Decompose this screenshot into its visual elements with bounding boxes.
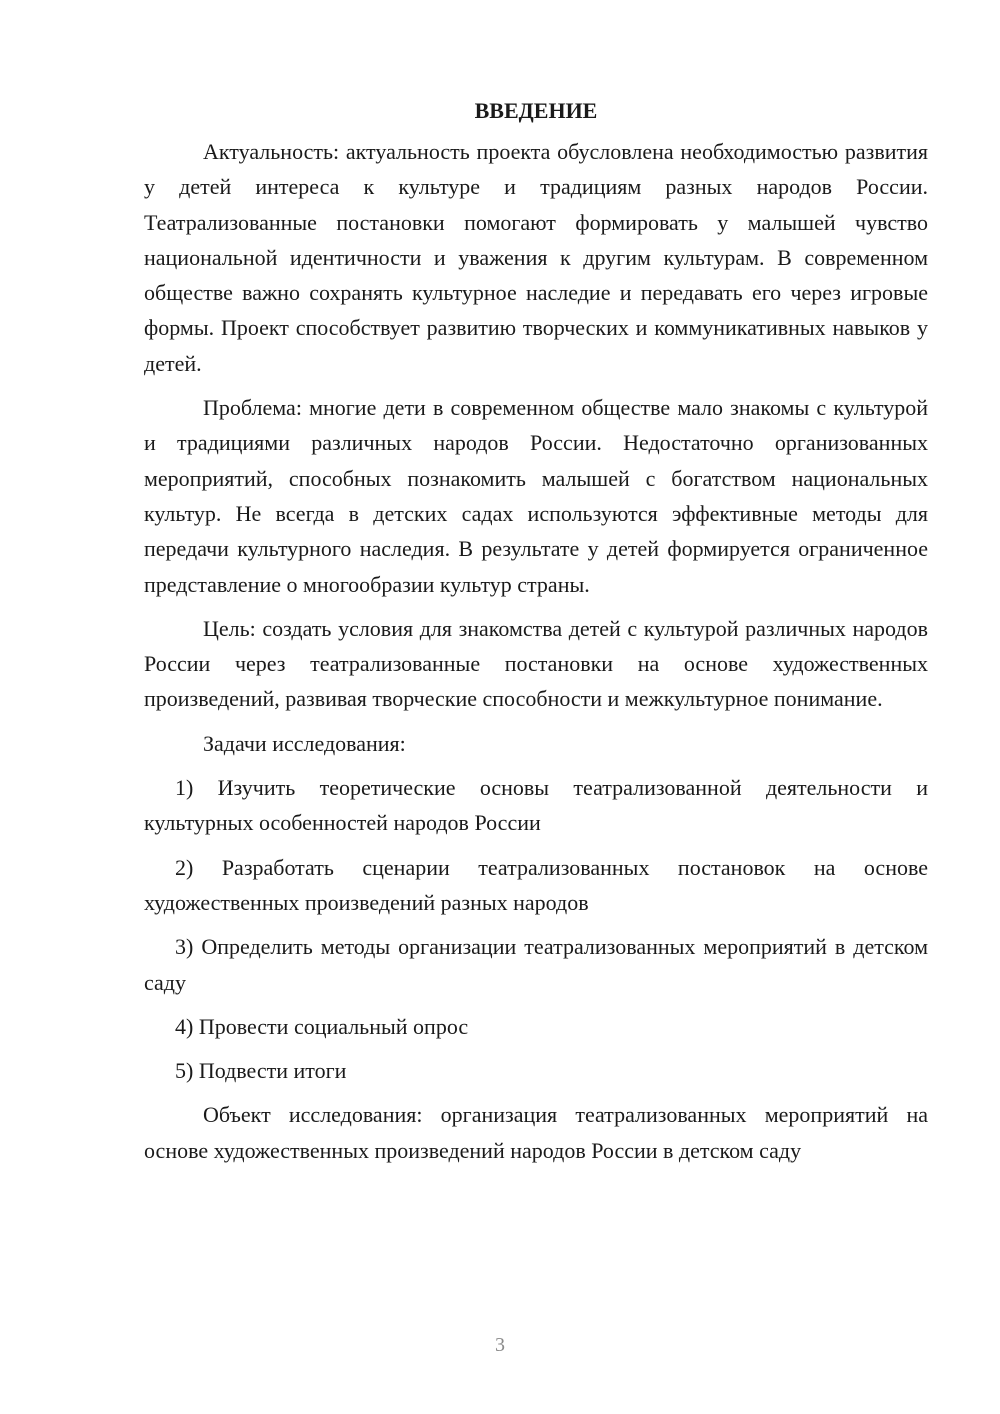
- page-number: 3: [495, 1334, 505, 1356]
- relevance-paragraph: Актуальность: актуальность проекта обусловлена необходимостью развития у детей интереса к культуре и традициям разных народов России. Театрализованные постановки помогают формировать у малышей чувство национальной идентичности и уважения к другим культурам. В современном обществе важно сохранять культурное наследие и передавать его через игровые формы. Проект способствует развитию творческих и коммуникативных навыков у детей.: [144, 139, 928, 376]
- object-paragraph: Объект исследования: организация театрализованных мероприятий на основе художественных произведений народов России в детском саду: [144, 1102, 928, 1163]
- document-page: [144, 96, 928, 1177]
- goal-paragraph: Цель: создать условия для знакомства детей с культурой различных народов России через театрализованные постановки на основе художественных произведений, развивая творческие способности и межкультурное понимание.: [144, 615, 928, 712]
- task-item: 4) Провести социальный опрос: [175, 1013, 469, 1039]
- section-heading: ВВЕДЕНИЕ: [474, 98, 598, 123]
- task-item: 1) Изучить теоретические основы театрализованной деятельности и культурных особенностей народов России: [144, 775, 928, 836]
- task-item: 5) Подвести итоги: [175, 1058, 347, 1084]
- problem-paragraph: Проблема: многие дети в современном обществе мало знакомы с культурой и традициями различных народов России. Недостаточно организованных мероприятий, способных познакомить малышей с богатством национальных культур. Не всегда в детских садах используются эффективные методы для передачи культурного наследия. В результате у детей формируется ограниченное представление о многообразии культур страны.: [144, 395, 928, 597]
- task-item: 2) Разработать сценарии театрализованных постановок на основе художественных произведений разных народов: [144, 854, 928, 915]
- task-item: 3) Определить методы организации театрализованных мероприятий в детском саду: [144, 934, 928, 995]
- tasks-title: Задачи исследования:: [203, 730, 406, 756]
